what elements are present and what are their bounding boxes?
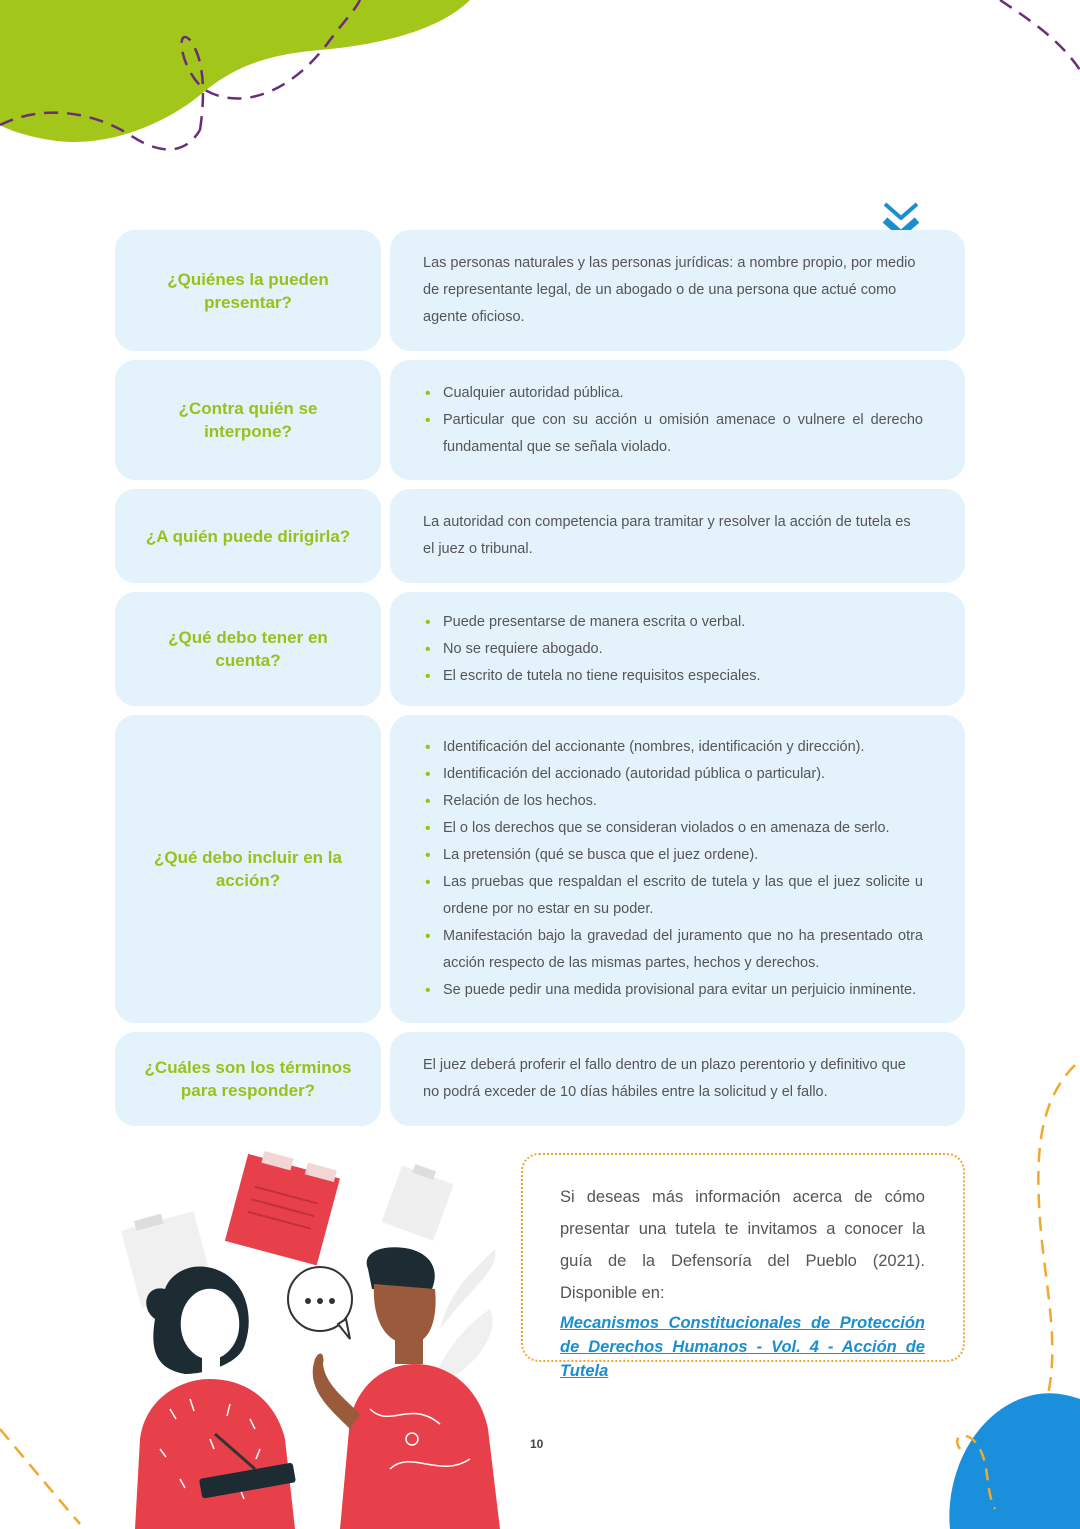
- question-text: ¿Quiénes la pueden presentar?: [167, 269, 329, 312]
- list-item: • Puede presentarse de manera escrita o verbal.: [423, 609, 761, 636]
- people-conversation-illustration: [110, 1149, 510, 1529]
- list-item: • Identificación del accionado (autoridad pública o particular).: [423, 761, 923, 788]
- question-text: ¿Cuáles son los términos para responder?: [144, 1058, 352, 1100]
- table-row: [115, 592, 965, 706]
- question-cell: [115, 592, 381, 706]
- answer-cell: [390, 230, 965, 351]
- list-item: • La pretensión (qué se busca que el juez ordene).: [423, 842, 923, 869]
- table-row: [115, 1032, 965, 1126]
- table-row: [115, 489, 965, 583]
- list-item: • No se requiere abogado.: [423, 636, 761, 663]
- answer-text: Las personas naturales y las personas jurídicas: a nombre propio, por medio de representante legal, de un abogado o de una persona que actué como agente oficioso.: [423, 255, 916, 325]
- orange-dashed-corner-decoration: [0, 1419, 90, 1529]
- question-text: ¿Contra quién se interpone?: [178, 399, 318, 441]
- answer-cell: [390, 489, 965, 583]
- question-cell: [115, 1032, 381, 1126]
- speech-bubble-icon: [288, 1267, 352, 1339]
- question-text: ¿Qué debo tener en cuenta?: [168, 628, 328, 670]
- list-item: • Cualquier autoridad pública.: [423, 380, 923, 407]
- table-row: [115, 230, 965, 351]
- list-item: • Identificación del accionante (nombres, identificación y dirección).: [423, 734, 923, 761]
- more-info-text: Si deseas más información acerca de cómo presentar una tutela te invitamos a conocer la guía de la Defensoría del Pueblo (2021). Disponible en:: [560, 1188, 925, 1302]
- answer-cell: [390, 360, 965, 480]
- table-row: [115, 715, 965, 1023]
- answer-text: El juez deberá proferir el fallo dentro de un plazo perentorio y definitivo que no podrá exceder de 10 días hábiles entre la solicitud y el fallo.: [423, 1057, 906, 1100]
- purple-dashed-line-decoration: [990, 0, 1080, 80]
- list-item: • Relación de los hechos.: [423, 788, 923, 815]
- list-item: • Manifestación bajo la gravedad del juramento que no ha presentado otra acción respecto de las mismas partes, hechos y derechos.: [423, 923, 923, 977]
- question-cell: [115, 230, 381, 351]
- list-item: • Las pruebas que respaldan el escrito de tutela y las que el juez solicite u ordene por no estar en su poder.: [423, 869, 923, 923]
- answer-cell: [390, 715, 965, 1023]
- answer-cell: [390, 592, 965, 706]
- page-number: 10: [530, 1437, 544, 1451]
- blue-blob-decoration: [940, 1389, 1080, 1529]
- answer-list: [423, 380, 923, 461]
- table-row: [115, 360, 965, 480]
- question-text: ¿Qué debo incluir en la acción?: [154, 848, 342, 890]
- more-info-box: [521, 1153, 965, 1380]
- list-item: • Se puede pedir una medida provisional para evitar un perjuicio inminente.: [423, 977, 923, 1004]
- question-text: ¿A quién puede dirigirla?: [145, 526, 351, 546]
- answer-text: La autoridad con competencia para tramitar y resolver la acción de tutela es el juez o tribunal.: [423, 514, 911, 557]
- guide-link[interactable]: Mecanismos Constitucionales de Protección de Derechos Humanos - Vol. 4 - Acción de Tutela: [560, 1314, 925, 1380]
- list-item: • Particular que con su acción u omisión amenace o vulnere el derecho fundamental que se señala violado.: [423, 407, 923, 461]
- answer-cell: [390, 1032, 965, 1126]
- list-item: • El o los derechos que se consideran violados o en amenaza de serlo.: [423, 815, 923, 842]
- question-cell: [115, 360, 381, 480]
- question-cell: [115, 715, 381, 1023]
- orange-dashed-line-decoration: [990, 1060, 1080, 1480]
- answer-list: [423, 609, 761, 690]
- question-cell: [115, 489, 381, 583]
- list-item: • El escrito de tutela no tiene requisitos especiales.: [423, 663, 761, 690]
- answer-list: [423, 734, 923, 1004]
- green-blob-decoration: [0, 0, 520, 180]
